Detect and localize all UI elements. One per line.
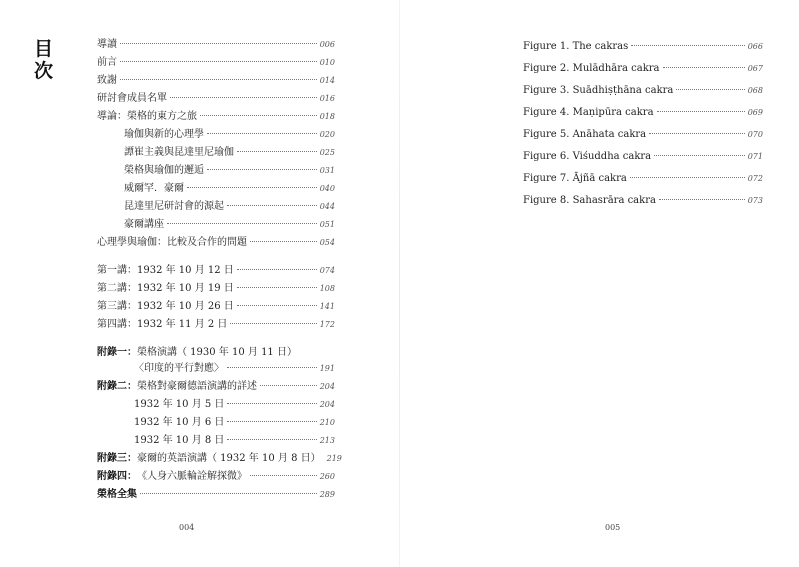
dot-leader	[676, 89, 744, 90]
dot-leader	[227, 367, 317, 368]
toc-entry-preface-guide[interactable]	[97, 38, 335, 52]
figure-entry-page: 066	[747, 42, 763, 51]
toc-entry-title: 威爾罕．豪爾	[124, 183, 184, 194]
figure-entry-page: 071	[747, 152, 763, 161]
toc-entry-page: 074	[319, 266, 335, 275]
toc-entry-page: 219	[326, 454, 342, 463]
toc-entry-label: 附錄三：	[97, 453, 137, 464]
toc-entry-appendix-1-line-1[interactable]	[97, 346, 297, 360]
toc-entry-title: 譚崔主義與昆達里尼瑜伽	[124, 147, 234, 158]
toc-entry-lecture-2[interactable]	[97, 282, 335, 296]
dot-leader	[237, 269, 317, 270]
dot-leader	[227, 205, 317, 206]
dot-leader	[250, 475, 317, 476]
toc-entry-title: 導讀	[97, 39, 117, 50]
figure-entry-6[interactable]	[523, 150, 763, 164]
toc-entry-page: 018	[319, 112, 335, 121]
toc-entry-page: 260	[319, 472, 335, 481]
figure-entry-1[interactable]	[523, 40, 763, 54]
toc-entry-title: 瑜伽與新的心理學	[124, 129, 204, 140]
figure-entry-title: Figure 3. Suādhiṣṭhāna cakra	[523, 85, 674, 96]
figure-entry-title: Figure 8. Sahasrāra cakra	[523, 195, 656, 206]
toc-entry-page: 210	[319, 418, 335, 427]
toc-entry-title: 豪爾的英語演講（ 1932 年 10 月 8 日）	[137, 453, 321, 464]
figure-entry-4[interactable]	[523, 106, 763, 120]
right-page	[400, 0, 799, 567]
toc-entry-appendix-1-line-2[interactable]	[134, 362, 335, 376]
toc-entry-title: 心理學與瑜伽：比較及合作的問題	[97, 237, 247, 248]
dot-leader	[227, 421, 316, 422]
toc-entry-title: 豪爾講座	[124, 219, 164, 230]
toc-entry-title: 研討會成員名單	[97, 93, 167, 104]
figure-entry-page: 073	[747, 196, 763, 205]
toc-entry-title: 〈印度的平行對應〉	[134, 363, 224, 374]
dot-leader	[250, 241, 317, 242]
figure-entry-page: 072	[747, 174, 763, 183]
toc-entry-title: 榮格演講（ 1930 年 10 月 11 日）	[137, 347, 297, 358]
toc-entry-title: 1932 年 10 月 8 日	[134, 435, 225, 446]
dot-leader	[120, 43, 317, 44]
toc-entry-yoga-new-psychology[interactable]	[124, 128, 335, 142]
dot-leader	[649, 133, 745, 134]
figure-entry-2[interactable]	[523, 62, 763, 76]
dot-leader	[120, 79, 317, 80]
toc-entry-introduction[interactable]	[97, 110, 335, 124]
dot-leader	[200, 115, 317, 116]
toc-heading-char-1: 目	[34, 38, 54, 60]
dot-leader	[631, 45, 744, 46]
toc-entry-wilhelm-hauer[interactable]	[124, 182, 335, 196]
toc-entry-title: 昆達里尼研討會的源起	[124, 201, 224, 212]
page-number-right: 005	[605, 523, 621, 532]
toc-entry-title: 榮格與瑜伽的邂逅	[124, 165, 204, 176]
toc-entry-page: 010	[319, 58, 335, 67]
toc-entry-appendix-2-oct-6[interactable]	[134, 416, 335, 430]
toc-entry-page: 191	[319, 364, 335, 373]
toc-entry-lecture-3[interactable]	[97, 300, 335, 314]
toc-entry-page: 016	[319, 94, 335, 103]
toc-entry-page: 289	[319, 490, 335, 499]
toc-entry-page: 044	[319, 202, 335, 211]
toc-entry-page: 204	[319, 382, 335, 391]
toc-entry-page: 213	[319, 436, 335, 445]
dot-leader	[237, 305, 317, 306]
left-page	[0, 0, 399, 567]
toc-entry-page: 141	[319, 302, 335, 311]
toc-entry-title: 第一講：1932 年 10 月 12 日	[97, 265, 234, 276]
dot-leader	[654, 155, 745, 156]
toc-entry-page: 006	[319, 40, 335, 49]
dot-leader	[170, 97, 317, 98]
toc-entry-foreword[interactable]	[97, 56, 335, 70]
toc-entry-title: 第三講：1932 年 10 月 26 日	[97, 301, 234, 312]
toc-entry-collected-works[interactable]	[97, 488, 335, 502]
toc-entry-page: 025	[319, 148, 335, 157]
toc-entry-page: 014	[319, 76, 335, 85]
figure-entry-title: Figure 7. Ājñā cakra	[523, 173, 627, 184]
toc-entry-hauer-lectures[interactable]	[124, 218, 335, 232]
toc-entry-tantrism-kundalini[interactable]	[124, 146, 335, 160]
dot-leader	[659, 199, 745, 200]
dot-leader	[167, 223, 317, 224]
dot-leader	[227, 403, 316, 404]
toc-heading	[34, 38, 58, 82]
toc-entry-lecture-4[interactable]	[97, 318, 335, 332]
toc-entry-label: 附錄一：	[97, 347, 137, 358]
dot-leader	[227, 439, 316, 440]
figure-entry-title: Figure 4. Maṇipūra cakra	[523, 107, 654, 118]
dot-leader	[120, 61, 317, 62]
figure-entry-title: Figure 5. Anāhata cakra	[523, 129, 647, 140]
toc-entry-title: 1932 年 10 月 6 日	[134, 417, 225, 428]
figure-entry-title: Figure 1. The cakras	[523, 41, 629, 52]
toc-entry-title: 榮格對豪爾德語演講的詳述	[137, 381, 257, 392]
toc-entry-label: 附錄二：	[97, 381, 137, 392]
toc-entry-page: 204	[319, 400, 335, 409]
toc-entry-page: 020	[319, 130, 335, 139]
figure-entry-5[interactable]	[523, 128, 763, 142]
dot-leader	[140, 493, 317, 494]
toc-entry-title: 第四講：1932 年 11 月 2 日	[97, 319, 228, 330]
toc-entry-title: 《人身六脈輪詮解探微》	[137, 471, 247, 482]
toc-entry-appendix-3[interactable]	[97, 452, 342, 466]
toc-entry-appendix-4[interactable]	[97, 470, 335, 484]
dot-leader	[230, 323, 316, 324]
toc-entry-seminar-origin[interactable]	[124, 200, 335, 214]
dot-leader	[237, 287, 317, 288]
toc-entry-title: 前言	[97, 57, 117, 68]
toc-entry-members[interactable]	[97, 92, 335, 106]
toc-entry-title: 導論：榮格的東方之旅	[97, 111, 197, 122]
toc-entry-page: 031	[319, 166, 335, 175]
toc-heading-char-2: 次	[34, 60, 54, 82]
toc-entry-appendix-2[interactable]	[97, 380, 335, 394]
dot-leader	[207, 133, 317, 134]
toc-entry-psychology-and-yoga[interactable]	[97, 236, 335, 250]
dot-leader	[663, 67, 745, 68]
page-number-left: 004	[179, 523, 195, 532]
toc-entry-appendix-2-oct-8[interactable]	[134, 434, 335, 448]
toc-entry-page: 051	[319, 220, 335, 229]
toc-entry-title: 1932 年 10 月 5 日	[134, 399, 225, 410]
dot-leader	[237, 151, 317, 152]
toc-entry-lecture-1[interactable]	[97, 264, 335, 278]
toc-entry-label: 榮格全集	[97, 489, 137, 500]
figure-entry-page: 070	[747, 130, 763, 139]
figure-entry-page: 069	[747, 108, 763, 117]
figure-entry-title: Figure 2. Mulādhāra cakra	[523, 63, 660, 74]
toc-entry-jung-encounter-yoga[interactable]	[124, 164, 335, 178]
toc-entry-acknowledgements[interactable]	[97, 74, 335, 88]
toc-entry-page: 040	[319, 184, 335, 193]
toc-entry-title: 致謝	[97, 75, 117, 86]
dot-leader	[657, 111, 745, 112]
dot-leader	[207, 169, 317, 170]
figure-entry-title: Figure 6. Viśuddha cakra	[523, 151, 652, 162]
figure-entry-3[interactable]	[523, 84, 763, 98]
toc-entry-title: 第二講：1932 年 10 月 19 日	[97, 283, 234, 294]
figure-entry-7[interactable]	[523, 172, 763, 186]
toc-entry-label: 附錄四：	[97, 471, 137, 482]
dot-leader	[187, 187, 317, 188]
figure-entry-8[interactable]	[523, 194, 763, 208]
dot-leader	[260, 385, 317, 386]
toc-entry-page: 054	[319, 238, 335, 247]
figure-entry-page: 067	[747, 64, 763, 73]
figure-entry-page: 068	[747, 86, 763, 95]
toc-entry-page: 108	[319, 284, 335, 293]
dot-leader	[630, 177, 745, 178]
toc-entry-page: 172	[319, 320, 335, 329]
toc-entry-appendix-2-oct-5[interactable]	[134, 398, 335, 412]
